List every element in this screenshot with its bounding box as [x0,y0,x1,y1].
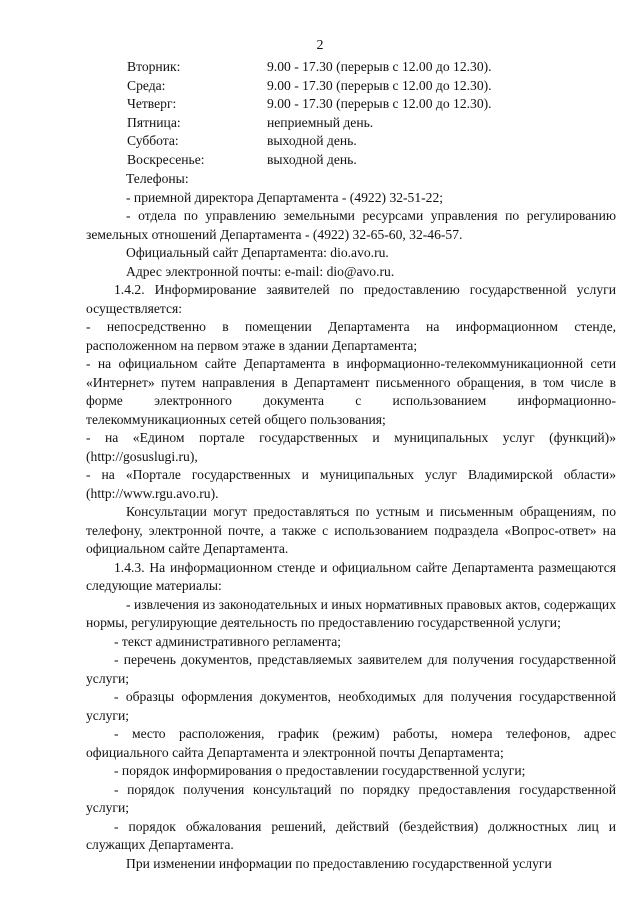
document-body [86,170,616,873]
list-item: - извлечения из законодательных и иных нормативных правовых актов, содержащих нормы, регулирующие деятельность по предоставлению государственной услуги; [86,596,616,630]
consultations-paragraph: Консультации могут предоставляться по устным и письменным обращениям, по телефону, электронной почте, а также с использованием подраздела «Вопрос-ответ» на официальном сайте Департамента. [86,504,616,556]
schedule-row [127,151,492,170]
list-item: - на «Едином портале государственных и муниципальных услуг (функций)» (http://gosuslugi.ru), [86,430,616,464]
list-item: - перечень документов, представляемых заявителем для получения государственной услуги; [86,652,616,686]
schedule-day: Четверг: [127,96,177,111]
schedule-hours: неприемный день. [267,114,374,130]
list-item: - образцы оформления документов, необходимых для получения государственной услуги; [86,689,616,723]
list-item: - текст административного регламента; [114,633,342,649]
schedule-hours: выходной день. [267,151,357,167]
phone-reception: - приемной директора Департамента - (4922) 32-51-22; [126,189,444,205]
list-item: - непосредственно в помещении Департамента на информационном стенде, расположенном на первом этаже в здании Департамента; [86,319,616,353]
phone-land-department: - отдела по управлению земельными ресурсами управления по регулированию земельных отношений Департамента - (4922) 32-65-60, 32-46-57. [86,208,616,242]
schedule-list [127,58,492,169]
schedule-day: Вторник: [127,59,181,74]
list-item: - порядок получения консультаций по порядку предоставления государственной услуги; [86,781,616,815]
schedule-row [127,132,492,151]
schedule-hours: выходной день. [267,133,357,148]
list-item: - место расположения, график (режим) работы, номера телефонов, адрес официального сайта Департамента и электронной почты Департамента; [86,726,616,760]
official-site: Официальный сайт Департамента: dio.avo.ru. [126,245,389,260]
phones-heading: Телефоны: [126,171,189,186]
schedule-day: Суббота: [127,133,179,148]
schedule-row [127,77,492,96]
schedule-hours: 9.00 - 17.30 (перерыв с 12.00 до 12.30). [267,59,492,74]
page-number: 2 [316,38,324,53]
email-address: Адрес электронной почты: e-mail: dio@avo.ru. [126,263,395,279]
schedule-day: Воскресенье: [127,151,205,167]
schedule-row [127,95,492,114]
list-item: - порядок информирования о предоставлении государственной услуги; [114,763,526,778]
schedule-day: Пятница: [127,114,181,130]
schedule-day: Среда: [127,77,166,93]
schedule-row [127,114,492,133]
list-item: - на официальном сайте Департамента в информационно-телекоммуникационной сети «Интернет» путем направления в Департамент письменного обращения, в том числе в форме электронного документа с использованием информационно-телекоммуникационных сетей общего пользования; [86,356,616,427]
closing-paragraph: При изменении информации по предоставлению государственной услуги [126,855,552,871]
schedule-row [127,58,492,77]
schedule-hours: 9.00 - 17.30 (перерыв с 12.00 до 12.30). [267,96,492,111]
schedule-hours: 9.00 - 17.30 (перерыв с 12.00 до 12.30). [267,77,492,93]
section-1-4-2: 1.4.2. Информирование заявителей по предоставлению государственной услуги осуществляется: [86,282,616,316]
section-1-4-3: 1.4.3. На информационном стенде и официальном сайте Департамента размещаются следующие материалы: [86,559,616,593]
list-item: - на «Портале государственных и муниципальных услуг Владимирской области» (http://www.rgu.avo.ru). [86,467,616,501]
list-item: - порядок обжалования решений, действий (бездействия) должностных лиц и служащих Департамента. [86,818,616,852]
